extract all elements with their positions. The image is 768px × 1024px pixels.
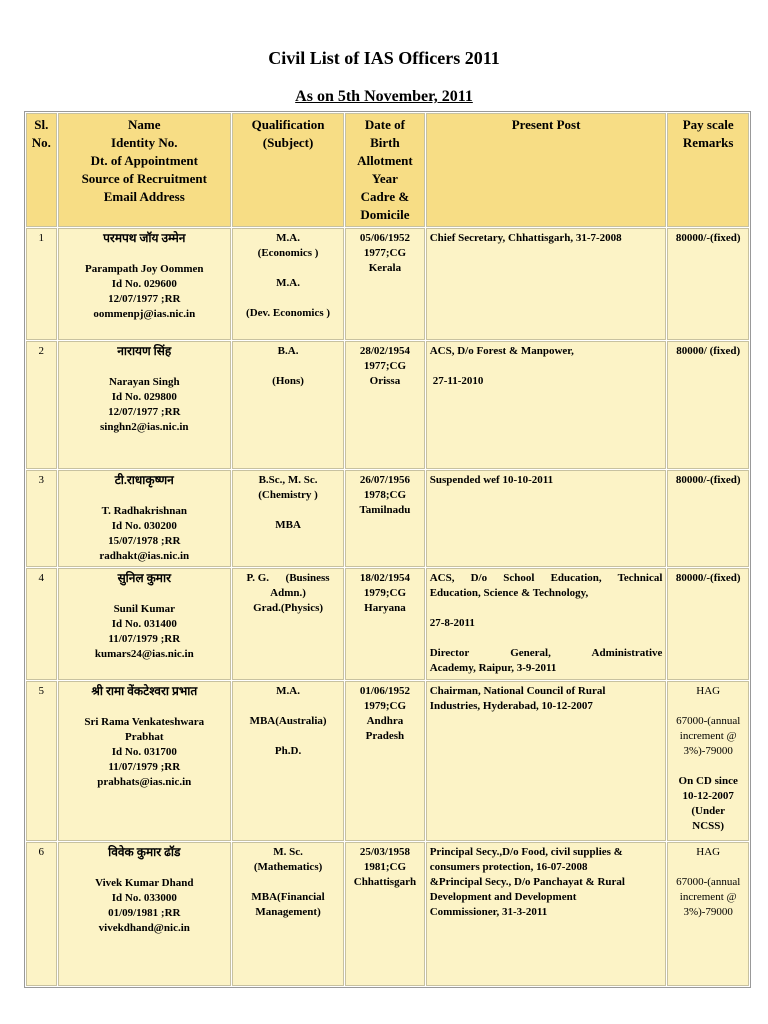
officer-name-hindi: टी.राधाकृष्णन — [114, 473, 174, 487]
header-sl: Sl. No. — [26, 113, 57, 227]
qualification: B.Sc., M. Sc. (Chemistry ) MBA — [232, 470, 344, 567]
qualification: M.A. MBA(Australia) Ph.D. — [232, 681, 344, 841]
row-serial-number: 3 — [26, 470, 57, 567]
present-post: Chief Secretary, Chhattisgarh, 31-7-2008 — [426, 228, 667, 340]
officer-details — [58, 842, 231, 986]
table-row — [26, 228, 749, 340]
pay-scale: 80000/-(fixed) — [667, 568, 749, 680]
officer-id: Id No. 031700 — [111, 746, 177, 758]
row-serial-number: 5 — [26, 681, 57, 841]
present-post: Chairman, National Council of Rural Industries, Hyderabad, 10-12-2007 — [426, 681, 667, 841]
officer-name: Narayan Singh — [108, 376, 180, 388]
officer-name: Parampath Joy Oommen — [85, 263, 204, 275]
officer-name-continued: Prabhat — [125, 731, 164, 743]
officer-name-hindi: श्री रामा वेंकटेश्वरा प्रभात — [91, 684, 198, 698]
table-row — [26, 842, 749, 986]
birth-allotment-cadre: 18/02/1954 1979;CG Haryana — [345, 568, 425, 680]
header-name: Name Identity No. Dt. of Appointment Source of Recruitment Email Address — [58, 113, 231, 227]
officer-id: Id No. 029600 — [111, 278, 177, 290]
subtitle-text: As on 5th November, 2011 — [295, 88, 473, 105]
officer-details — [58, 341, 231, 469]
header-present-post: Present Post — [426, 113, 667, 227]
row-serial-number: 1 — [26, 228, 57, 340]
document-title: Civil List of IAS Officers 2011 — [268, 48, 500, 68]
officer-email: oommenpj@ias.nic.in — [93, 308, 196, 320]
row-serial-number: 6 — [26, 842, 57, 986]
header-qualification: Qualification (Subject) — [232, 113, 344, 227]
officer-email: radhakt@ias.nic.in — [99, 550, 190, 562]
birth-allotment-cadre: 05/06/1952 1977;CG Kerala — [345, 228, 425, 340]
officer-name-hindi: सुनिल कुमार — [117, 571, 171, 585]
pay-scale: 80000/-(fixed) — [667, 228, 749, 340]
officer-id: Id No. 031400 — [111, 618, 177, 630]
present-post: ACS, D/o Forest & Manpower, 27-11-2010 — [426, 341, 667, 469]
birth-allotment-cadre: 25/03/1958 1981;CG Chhattisgarh — [345, 842, 425, 986]
officer-details — [58, 228, 231, 340]
appointment-date: 12/07/1977 ;RR — [108, 293, 181, 305]
officer-name: T. Radhakrishnan — [101, 505, 187, 517]
officer-name-hindi: परमपथ जॉय उम्मेन — [103, 231, 186, 245]
officer-id: Id No. 029800 — [111, 391, 177, 403]
appointment-date: 11/07/1979 ;RR — [108, 633, 181, 645]
qualification: M.A. (Economics ) M.A. (Dev. Economics ) — [232, 228, 344, 340]
officer-name-hindi: विवेक कुमार ढॉड — [108, 845, 181, 859]
officer-name: Vivek Kumar Dhand — [95, 877, 194, 889]
officer-email: vivekdhand@nic.in — [98, 922, 190, 934]
officer-email: singhn2@ias.nic.in — [100, 421, 189, 433]
qualification: P. G. (Business Admn.) Grad.(Physics) — [232, 568, 344, 680]
pay-scale: HAG 67000-(annual increment @ 3%)-79000 — [667, 842, 749, 986]
pay-scale: HAG 67000-(annual increment @ 3%)-79000 On CD since 10-12-2007 (Under NCSS) — [667, 681, 749, 841]
officer-email: prabhats@ias.nic.in — [97, 776, 192, 788]
officer-details — [58, 568, 231, 680]
birth-allotment-cadre: 28/02/1954 1977;CG Orissa — [345, 341, 425, 469]
qualification: M. Sc. (Mathematics) MBA(Financial Management) — [232, 842, 344, 986]
table-row — [26, 470, 749, 567]
officer-details — [58, 470, 231, 567]
birth-allotment-cadre: 01/06/1952 1979;CG Andhra Pradesh — [345, 681, 425, 841]
present-post: ACS, D/o School Education, Technical Education, Science & Technology, 27-8-2011 Director General, Administrative Academy, Raipur, 3-9-2011 — [426, 568, 667, 680]
header-pay-scale: Pay scale Remarks — [667, 113, 749, 227]
pay-scale: 80000/ (fixed) — [667, 341, 749, 469]
qualification: B.A. (Hons) — [232, 341, 344, 469]
appointment-date: 15/07/1978 ;RR — [108, 535, 181, 547]
present-post: Principal Secy.,D/o Food, civil supplies & consumers protection, 16-07-2008 &Principal Secy., D/o Panchayat & Rural Development and Development Commissioner, 31-3-2011 — [426, 842, 667, 986]
officer-id: Id No. 033000 — [111, 892, 177, 904]
present-post: Suspended wef 10-10-2011 — [426, 470, 667, 567]
table-row — [26, 568, 749, 680]
officer-id: Id No. 030200 — [111, 520, 177, 532]
officer-name-hindi: नारायण सिंह — [117, 344, 172, 358]
row-serial-number: 2 — [26, 341, 57, 469]
table-row — [26, 681, 749, 841]
pay-scale: 80000/-(fixed) — [667, 470, 749, 567]
header-dob: Date of Birth Allotment Year Cadre & Domicile — [345, 113, 425, 227]
document-subtitle — [0, 88, 768, 106]
appointment-date: 01/09/1981 ;RR — [108, 907, 181, 919]
header-row — [26, 113, 749, 227]
row-serial-number: 4 — [26, 568, 57, 680]
appointment-date: 12/07/1977 ;RR — [108, 406, 181, 418]
table-row — [26, 341, 749, 469]
civil-list-table — [24, 111, 751, 988]
officer-name: Sunil Kumar — [113, 603, 175, 615]
birth-allotment-cadre: 26/07/1956 1978;CG Tamilnadu — [345, 470, 425, 567]
officer-name: Sri Rama Venkateshwara — [84, 716, 205, 728]
appointment-date: 11/07/1979 ;RR — [108, 761, 181, 773]
officer-details — [58, 681, 231, 841]
officer-email: kumars24@ias.nic.in — [94, 648, 194, 660]
